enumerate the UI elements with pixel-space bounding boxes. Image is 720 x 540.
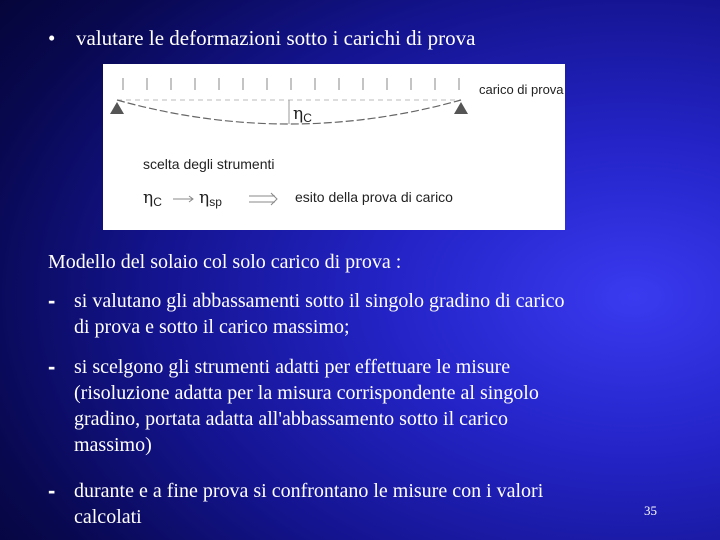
deflection-symbol: $\eta_C$: [293, 104, 312, 125]
result-arrow-icon: [249, 193, 277, 205]
model-intro: Modello del solaio col solo carico di prova :: [48, 251, 402, 273]
dash-marker: -: [48, 288, 56, 313]
result-label: esito della prova di carico: [295, 189, 453, 205]
list-item-text: si scelgono gli strumenti adatti per effettuare le misure (risoluzione adatta per la misura corrispondente al singolo gradino, portata adatta all'abbassamento sotto il carico massimo): [74, 356, 539, 456]
list-item-text: si valutano gli abbassamenti sotto il singolo gradino di carico di prova e sotto il carico massimo;: [74, 290, 565, 338]
list-item-text: durante e a fine prova si confrontano le misure con i valori calcolati: [74, 480, 544, 528]
comparison-arrow-icon: [173, 196, 193, 202]
load-label: carico di prova: [479, 82, 564, 97]
bullet-marker: •: [48, 26, 56, 50]
dash-marker: -: [48, 478, 56, 503]
dash-marker: -: [48, 354, 56, 379]
load-arrows: [123, 78, 459, 90]
page-number: 35: [644, 503, 657, 518]
left-support-icon: [110, 102, 124, 114]
right-support-icon: [454, 102, 468, 114]
title-text: valutare le deformazioni sotto i carichi di prova: [76, 26, 476, 50]
title-bullet: [48, 26, 475, 50]
eta-sp-symbol: $\eta_{sp}$: [199, 188, 222, 209]
beam-diagram: [103, 64, 565, 230]
instruments-label: scelta degli strumenti: [143, 156, 275, 172]
eta-c-symbol: $\eta_C$: [143, 188, 162, 209]
